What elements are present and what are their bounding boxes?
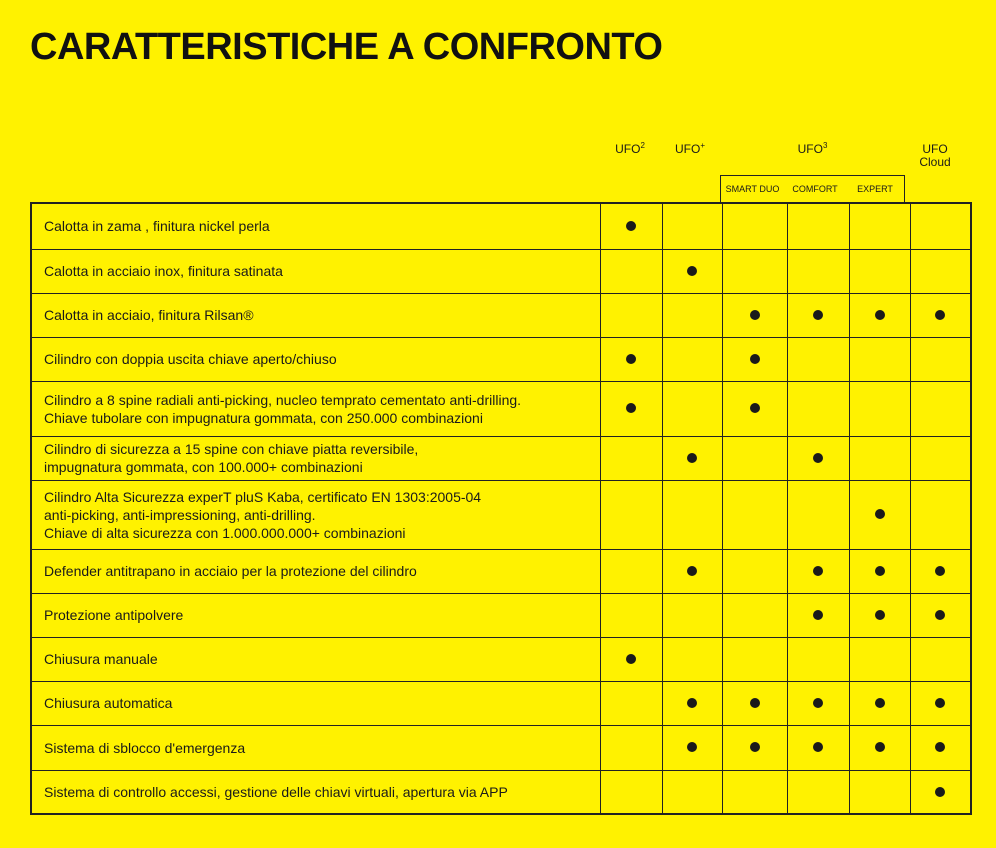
mark-cell [910, 770, 971, 814]
mark-cell [722, 381, 787, 436]
mark-cell [662, 337, 722, 381]
ufo2-sup: 2 [640, 141, 645, 150]
feature-label [31, 337, 600, 381]
mark-cell [849, 681, 910, 725]
mark-cell [787, 337, 849, 381]
subheader-expert: EXPERT [857, 184, 893, 194]
bullet-dot-icon [626, 354, 636, 364]
feature-label [31, 549, 600, 593]
mark-cell [662, 593, 722, 637]
mark-cell [849, 637, 910, 681]
mark-cell [600, 770, 662, 814]
table-row [31, 549, 971, 593]
subheader-smart-duo: SMART DUO [725, 184, 780, 194]
bullet-dot-icon [875, 509, 885, 519]
bullet-dot-icon [687, 453, 697, 463]
feature-label [31, 203, 600, 249]
bullet-dot-icon [875, 698, 885, 708]
table-row [31, 637, 971, 681]
mark-cell [849, 337, 910, 381]
mark-cell [787, 725, 849, 770]
mark-cell [910, 549, 971, 593]
feature-label-line: Chiave tubolare con impugnatura gommata, con 250.000 combinazioni [44, 409, 483, 426]
feature-label [31, 725, 600, 770]
bullet-dot-icon [935, 787, 945, 797]
ufoplus-base: UFO [674, 142, 701, 156]
mark-cell [910, 637, 971, 681]
column-header-ufocloud [905, 143, 965, 169]
bullet-dot-icon [875, 742, 885, 752]
mark-cell [662, 436, 722, 480]
mark-cell [600, 436, 662, 480]
column-header-ufoplus [661, 143, 719, 156]
mark-cell [662, 293, 722, 337]
mark-cell [600, 549, 662, 593]
bullet-dot-icon [813, 453, 823, 463]
feature-label [31, 436, 600, 480]
mark-cell [849, 593, 910, 637]
table-row [31, 480, 971, 549]
comparison-table-body [31, 203, 971, 814]
mark-cell [722, 293, 787, 337]
ufoplus-sup: + [700, 141, 705, 150]
table-row [31, 770, 971, 814]
mark-cell [662, 381, 722, 436]
subheader-comfort: COMFORT [792, 184, 838, 194]
bullet-dot-icon [813, 742, 823, 752]
mark-cell [787, 637, 849, 681]
mark-cell [849, 249, 910, 293]
bullet-dot-icon [750, 742, 760, 752]
bullet-dot-icon [935, 566, 945, 576]
feature-label-line: Chiave di alta sicurezza con 1.000.000.000+ combinazioni [44, 524, 406, 541]
mark-cell [600, 637, 662, 681]
bullet-dot-icon [935, 698, 945, 708]
bullet-dot-icon [813, 698, 823, 708]
mark-cell [722, 770, 787, 814]
mark-cell [849, 293, 910, 337]
mark-cell [662, 725, 722, 770]
feature-label-line: Chiusura automatica [44, 695, 173, 711]
mark-cell [662, 637, 722, 681]
mark-cell [722, 436, 787, 480]
bullet-dot-icon [813, 310, 823, 320]
mark-cell [600, 480, 662, 549]
mark-cell [849, 480, 910, 549]
mark-cell [849, 436, 910, 480]
ufo3-base: UFO [797, 142, 823, 156]
mark-cell [600, 293, 662, 337]
mark-cell [849, 770, 910, 814]
table-row [31, 381, 971, 436]
bullet-dot-icon [935, 742, 945, 752]
page-title: CARATTERISTICHE A CONFRONTO [30, 26, 663, 68]
mark-cell [787, 480, 849, 549]
bullet-dot-icon [875, 310, 885, 320]
mark-cell [722, 593, 787, 637]
mark-cell [662, 203, 722, 249]
bullet-dot-icon [875, 610, 885, 620]
table-row [31, 337, 971, 381]
mark-cell [910, 249, 971, 293]
table-row [31, 725, 971, 770]
bullet-dot-icon [687, 566, 697, 576]
mark-cell [910, 293, 971, 337]
mark-cell [600, 337, 662, 381]
table-row [31, 436, 971, 480]
table-row [31, 293, 971, 337]
mark-cell [662, 249, 722, 293]
mark-cell [722, 249, 787, 293]
feature-label [31, 681, 600, 725]
mark-cell [910, 436, 971, 480]
mark-cell [910, 593, 971, 637]
mark-cell [600, 725, 662, 770]
mark-cell [910, 725, 971, 770]
feature-label-line: Calotta in acciaio inox, finitura satinata [44, 263, 283, 279]
feature-label [31, 249, 600, 293]
mark-cell [722, 203, 787, 249]
column-header-ufo3 [720, 143, 905, 156]
feature-label-line: Cilindro a 8 spine radiali anti-picking, nucleo temprato cementato anti-drilling. [44, 391, 522, 408]
feature-label [31, 637, 600, 681]
feature-label-line: Chiusura manuale [44, 651, 158, 667]
mark-cell [722, 549, 787, 593]
mark-cell [722, 480, 787, 549]
mark-cell [787, 549, 849, 593]
feature-label [31, 381, 600, 436]
feature-label-line: anti-picking, anti-impressioning, anti-drilling. [44, 506, 316, 523]
mark-cell [662, 480, 722, 549]
mark-cell [600, 249, 662, 293]
mark-cell [787, 293, 849, 337]
mark-cell [849, 203, 910, 249]
mark-cell [849, 549, 910, 593]
bullet-dot-icon [935, 310, 945, 320]
bullet-dot-icon [687, 266, 697, 276]
feature-label [31, 293, 600, 337]
table-row [31, 249, 971, 293]
feature-label [31, 593, 600, 637]
column-header-ufo2 [600, 143, 660, 156]
bullet-dot-icon [626, 403, 636, 413]
table-row [31, 203, 971, 249]
mark-cell [910, 203, 971, 249]
mark-cell [910, 480, 971, 549]
mark-cell [662, 770, 722, 814]
mark-cell [722, 725, 787, 770]
feature-label-line: Calotta in zama , finitura nickel perla [44, 218, 270, 235]
table-row [31, 681, 971, 725]
feature-label-line: Protezione antipolvere [44, 607, 184, 623]
mark-cell [910, 681, 971, 725]
feature-label-line: Cilindro di sicurezza a 15 spine con chiave piatta reversibile, [44, 441, 419, 457]
ufo2-base: UFO [615, 142, 641, 156]
bullet-dot-icon [750, 403, 760, 413]
bullet-dot-icon [935, 610, 945, 620]
mark-cell [787, 770, 849, 814]
bullet-dot-icon [687, 742, 697, 752]
table-row [31, 593, 971, 637]
feature-label-line: Defender antitrapano in acciaio per la protezione del cilindro [44, 563, 417, 579]
feature-label-line: Sistema di sblocco d'emergenza [44, 739, 246, 756]
mark-cell [787, 381, 849, 436]
feature-label-line: Sistema di controllo accessi, gestione delle chiavi virtuali, apertura via APP [44, 783, 508, 800]
mark-cell [600, 381, 662, 436]
comparison-table [30, 202, 972, 815]
feature-label-line: Calotta in acciaio, finitura Rilsan® [44, 307, 254, 323]
mark-cell [787, 249, 849, 293]
ufocloud-line2: Cloud [919, 155, 951, 169]
mark-cell [600, 203, 662, 249]
ufocloud-line1: UFO [922, 142, 948, 156]
mark-cell [600, 593, 662, 637]
bullet-dot-icon [626, 221, 636, 231]
mark-cell [787, 203, 849, 249]
mark-cell [600, 681, 662, 725]
bullet-dot-icon [687, 698, 697, 708]
feature-label-line: Cilindro con doppia uscita chiave aperto/chiuso [44, 351, 337, 367]
bullet-dot-icon [750, 310, 760, 320]
bullet-dot-icon [750, 354, 760, 364]
bullet-dot-icon [750, 698, 760, 708]
mark-cell [849, 381, 910, 436]
mark-cell [722, 637, 787, 681]
mark-cell [910, 337, 971, 381]
mark-cell [722, 681, 787, 725]
bullet-dot-icon [813, 566, 823, 576]
ufo3-sup: 3 [822, 141, 828, 150]
bullet-dot-icon [813, 610, 823, 620]
mark-cell [722, 337, 787, 381]
feature-label-line: impugnatura gommata, con 100.000+ combinazioni [44, 459, 363, 475]
mark-cell [849, 725, 910, 770]
bullet-dot-icon [875, 566, 885, 576]
mark-cell [787, 436, 849, 480]
mark-cell [910, 381, 971, 436]
feature-label [31, 770, 600, 814]
bullet-dot-icon [626, 654, 636, 664]
feature-label [31, 480, 600, 549]
mark-cell [787, 681, 849, 725]
mark-cell [662, 681, 722, 725]
mark-cell [662, 549, 722, 593]
feature-label-line: Cilindro Alta Sicurezza experT pluS Kaba, certificato EN 1303:2005-04 [44, 488, 482, 505]
mark-cell [787, 593, 849, 637]
